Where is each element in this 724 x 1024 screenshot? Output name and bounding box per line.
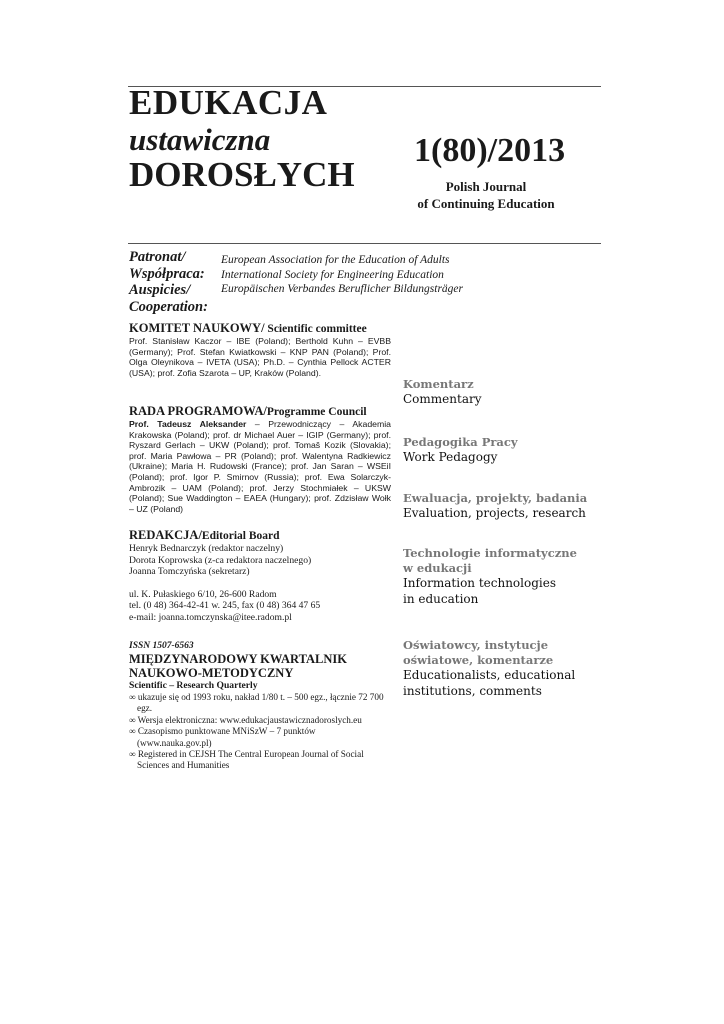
organization: International Society for Engineering Education	[221, 268, 444, 281]
issue-number: 1(80)/2013	[414, 132, 566, 169]
patronage-labels	[129, 249, 208, 315]
editorial-members	[129, 543, 391, 578]
editorial-heading	[129, 528, 391, 543]
organization: European Association for the Education of Adults	[221, 254, 450, 266]
issn-code: ISSN 1507-6563	[129, 641, 194, 651]
bullet-item: ∞ Czasopismo punktowane MNiSzW – 7 punktów (www.nauka.gov.pl)	[129, 726, 316, 748]
section-title-pl: Oświatowcy, instytucje	[403, 638, 549, 652]
committee-title: KOMITET NAUKOWY/	[129, 321, 265, 335]
section-title-en: Work Pedagogy	[403, 450, 498, 464]
subtitle-line1: Polish Journal	[445, 179, 527, 194]
bullet-item: ∞ ukazuje się od 1993 roku, nakład 1/80 t. – 500 egz., łącznie 72 700 egz.	[129, 692, 384, 714]
patronage-organizations	[221, 253, 463, 297]
patronage-label: Współpraca:	[129, 265, 205, 282]
section-title-pl: oświatowe, komentarze	[403, 653, 554, 667]
programme-council	[129, 404, 391, 514]
council-title: RADA PROGRAMOWA/	[129, 404, 267, 418]
section-title-pl: Pedagogika Pracy	[403, 435, 518, 449]
committee-subtitle: Scientific committee	[264, 323, 367, 335]
editorial-member: Joanna Tomczyńska (sekretarz)	[129, 566, 250, 578]
section-evaluation	[403, 491, 603, 522]
section-title-en: Educationalists, educational	[403, 668, 576, 682]
patronage-label: Cooperation:	[129, 298, 208, 315]
scientific-committee	[129, 321, 391, 378]
council-heading	[129, 404, 391, 419]
phone-line: tel. (0 48) 364-42-41 w. 245, fax (0 48) 364 47 65	[129, 600, 321, 612]
editorial-member: Dorota Koprowska (z-ca redaktora naczelnego)	[129, 554, 312, 566]
section-work-pedagogy	[403, 435, 603, 466]
patronage-label: Patronat/	[129, 249, 186, 265]
section-title-en: institutions, comments	[403, 683, 542, 698]
section-title-en: Information technologies	[403, 576, 556, 590]
issn-bullets	[129, 692, 391, 772]
section-title-pl: Komentarz	[403, 377, 474, 391]
section-title-pl: w edukacji	[403, 561, 472, 575]
section-title-pl: Technologie informatyczne	[403, 546, 577, 560]
journal-title-line3: DOROSŁYCH	[129, 155, 355, 194]
section-title-pl: Ewaluacja, projekty, badania	[403, 491, 588, 505]
council-subtitle: Programme Council	[266, 406, 367, 418]
quarterly-title-line2: NAUKOWO-METODYCZNY	[129, 666, 294, 680]
organization: Europäischen Verbandes Beruflicher Bildungsträger	[221, 283, 463, 295]
committee-heading	[129, 321, 391, 336]
editorial-member: Henryk Bednarczyk (redaktor naczelny)	[129, 543, 284, 554]
editorial-address	[129, 589, 391, 624]
section-title-en: in education	[403, 591, 479, 606]
section-information-technologies	[403, 546, 603, 607]
email-line: e-mail: joanna.tomczynska@itee.radom.pl	[129, 611, 292, 623]
patronage-label: Auspicies/	[129, 282, 191, 298]
committee-members: Prof. Stanisław Kaczor – IBE (Poland); Berthold Kuhn – EVBB (Germany); Prof. Stefan Kwiatkowski – KNP PAN (Poland); Prof. Olga Oleynikova – IVETA (USA); Ph.D. – Cynthia Pellock ACTER (USA); prof. Zofia Szarota – UP, Kraków (Poland).	[129, 336, 391, 378]
subtitle-line2: of Continuing Education	[417, 196, 555, 211]
masthead-rule	[128, 243, 601, 244]
quarterly-subtitle: Scientific – Research Quarterly	[129, 680, 258, 691]
journal-title-line1: EDUKACJA	[129, 83, 328, 122]
section-educationalists	[403, 638, 603, 699]
bullet-item: ∞ Wersja elektroniczna: www.edukacjaustawicznadoroslych.eu	[129, 714, 362, 725]
editorial-subtitle: Editorial Board	[201, 530, 280, 542]
bullet-item: ∞ Registered in CEJSH The Central European Journal of Social Sciences and Humanities	[129, 749, 364, 771]
journal-english-title	[400, 178, 572, 212]
section-title-en: Evaluation, projects, research	[403, 506, 586, 520]
editorial-board	[129, 528, 391, 624]
journal-title-line2: ustawiczna	[129, 122, 271, 157]
council-chair: Prof. Tadeusz Aleksander	[129, 419, 247, 429]
section-title-en: Commentary	[403, 392, 482, 406]
council-members-text: – Przewodniczący – Akademia Krakowska (Poland); prof. dr Michael Auer – IGIP (Germany); prof. Ryszard Gerlach – UKW (Poland); prof. Tomaš Kozik (Slovakia); prof. Maria Pawłowa – PR (Poland); prof. Walentyna Radkiewicz (Ukraine); Maria H. Rudowski (France); prof. Jan Saran – WSEiI (Poland); prof. Igor P. Smirnov (Russia); prof. Ewa Solarczyk-Ambrozik – UAM (Poland); prof. Jerzy Stochmiałek – UKSW (Poland); Sue Waddington – EAEA (Hungary); prof. Zdzisław Wołk – UZ (Poland)	[129, 419, 391, 514]
quarterly-title-line1: MIĘDZYNARODOWY KWARTALNIK	[129, 652, 347, 666]
council-members	[129, 419, 391, 514]
issn-block	[129, 640, 391, 772]
address-line: ul. K. Pułaskiego 6/10, 26-600 Radom	[129, 588, 277, 600]
editorial-title: REDAKCJA/	[129, 528, 202, 542]
section-commentary	[403, 377, 603, 408]
